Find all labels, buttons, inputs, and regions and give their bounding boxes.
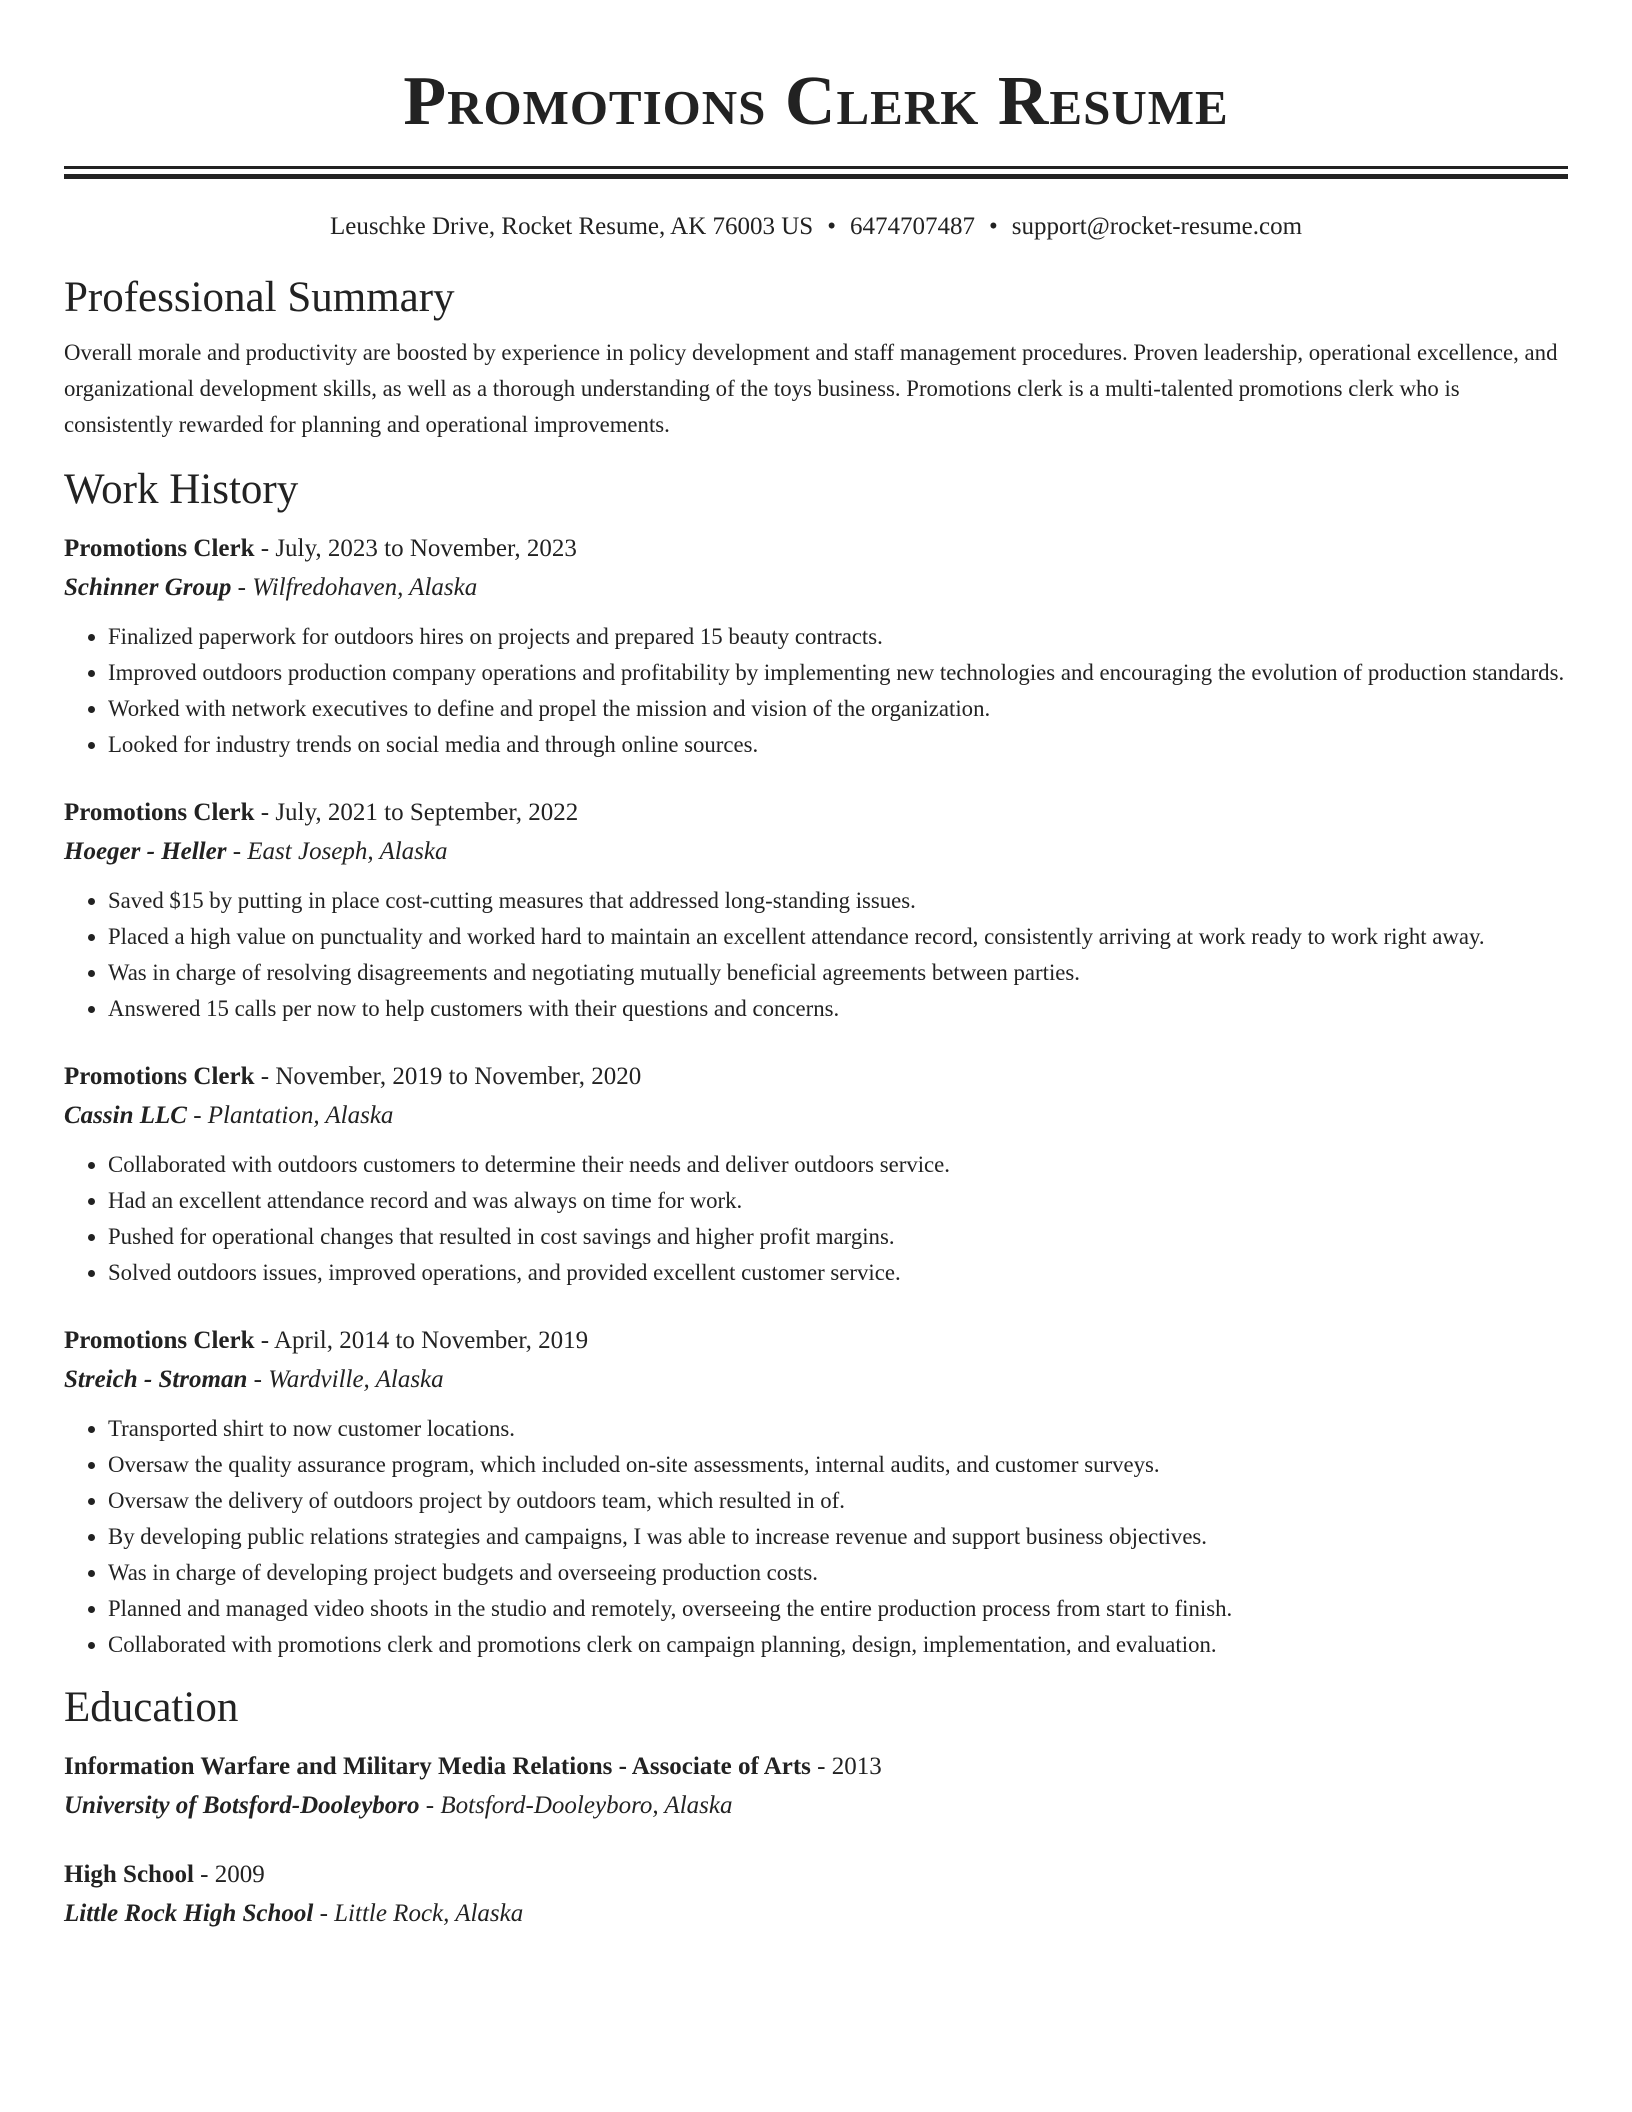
job-title-line xyxy=(64,1321,1568,1360)
job-bullet: • Oversaw the quality assurance program, which included on-site assessments, internal audits, and customer surveys. xyxy=(108,1447,1568,1483)
job-bullet: • Transported shirt to now customer locations. xyxy=(108,1411,1568,1447)
job-company: Streich - Stroman xyxy=(64,1366,248,1393)
job-dates: - November, 2019 to November, 2020 xyxy=(254,1063,642,1090)
summary-text: Overall morale and productivity are boosted by experience in policy development and staff management procedures. Proven leadership, operational excellence, and organizational development skills, as well as a thorough understanding of the toys business. Promotions clerk is a multi-talented promotions clerk who is consistently rewarded for planning and operational improvements. xyxy=(64,340,1558,437)
job-bullet: • Looked for industry trends on social media and through online sources. xyxy=(108,727,1568,763)
job-bullet: • Improved outdoors production company operations and profitability by implementing new technologies and encouraging the evolution of production standards. xyxy=(108,655,1568,691)
job-bullet: • Finalized paperwork for outdoors hires on projects and prepared 15 beauty contracts. xyxy=(108,619,1568,655)
resume-page xyxy=(64,0,1568,1933)
contact-line xyxy=(64,209,1568,245)
education-degree: Information Warfare and Military Media Relations - Associate of Arts xyxy=(64,1753,811,1780)
job-company-line xyxy=(64,1096,1568,1135)
job-location: - East Joseph, Alaska xyxy=(226,838,448,865)
job-entry xyxy=(64,1321,1568,1663)
job-bullet: • Was in charge of resolving disagreements and negotiating mutually beneficial agreements between parties. xyxy=(108,955,1568,991)
job-bullet: • Pushed for operational changes that resulted in cost savings and higher profit margins. xyxy=(108,1219,1568,1255)
title-rule-thick xyxy=(64,174,1568,179)
resume-title: Promotions Clerk Resume xyxy=(403,63,1229,140)
education-school: University of Botsford-Dooleyboro xyxy=(64,1792,420,1819)
job-company: Hoeger - Heller xyxy=(64,838,227,865)
education-location: - Botsford-Dooleyboro, Alaska xyxy=(419,1792,733,1819)
title-rule-thin xyxy=(64,166,1568,169)
job-dates: - July, 2021 to September, 2022 xyxy=(254,799,579,826)
job-company-line xyxy=(64,568,1568,607)
job-title-line xyxy=(64,793,1568,832)
job-location: - Plantation, Alaska xyxy=(186,1102,394,1129)
job-bullet: • Answered 15 calls per now to help customers with their questions and concerns. xyxy=(108,991,1568,1027)
job-title: Promotions Clerk xyxy=(64,1327,255,1354)
contact-email: support@rocket-resume.com xyxy=(1011,213,1303,240)
job-title-line xyxy=(64,529,1568,568)
job-title: Promotions Clerk xyxy=(64,1063,255,1090)
job-bullet: • Was in charge of developing project budgets and overseeing production costs. xyxy=(108,1555,1568,1591)
job-company-line xyxy=(64,832,1568,871)
job-title-line xyxy=(64,1057,1568,1096)
job-entry xyxy=(64,793,1568,1027)
job-title: Promotions Clerk xyxy=(64,535,255,562)
job-entry xyxy=(64,1057,1568,1291)
job-bullet: • Worked with network executives to define and propel the mission and vision of the organization. xyxy=(108,691,1568,727)
education-degree: High School xyxy=(64,1861,194,1888)
education-location: - Little Rock, Alaska xyxy=(313,1900,524,1927)
job-bullet: • Had an excellent attendance record and was always on time for work. xyxy=(108,1183,1568,1219)
education-year: - 2013 xyxy=(810,1753,882,1780)
contact-address: Leuschke Drive, Rocket Resume, AK 76003 US xyxy=(329,213,814,240)
contact-phone: 6474707487 xyxy=(849,213,975,240)
education-degree-line xyxy=(64,1747,1568,1786)
job-location: - Wardville, Alaska xyxy=(247,1366,444,1393)
job-bullets xyxy=(64,883,1568,1027)
job-bullet: • Solved outdoors issues, improved operations, and provided excellent customer service. xyxy=(108,1255,1568,1291)
contact-separator: • xyxy=(827,213,836,240)
job-title: Promotions Clerk xyxy=(64,799,255,826)
education-heading: Education xyxy=(64,1684,239,1731)
job-bullets xyxy=(64,1411,1568,1663)
job-location: - Wilfredohaven, Alaska xyxy=(231,574,478,601)
education-school-line xyxy=(64,1894,1568,1933)
education-entry xyxy=(64,1855,1568,1933)
job-dates: - July, 2023 to November, 2023 xyxy=(254,535,577,562)
education-school: Little Rock High School xyxy=(64,1900,314,1927)
job-bullet: • Oversaw the delivery of outdoors project by outdoors team, which resulted in of. xyxy=(108,1483,1568,1519)
education-entry xyxy=(64,1747,1568,1825)
summary-heading: Professional Summary xyxy=(64,274,455,321)
job-dates: - April, 2014 to November, 2019 xyxy=(254,1327,589,1354)
job-company: Schinner Group xyxy=(64,574,232,601)
job-bullet: • Saved $15 by putting in place cost-cutting measures that addressed long-standing issues. xyxy=(108,883,1568,919)
education-year: - 2009 xyxy=(193,1861,265,1888)
job-bullets xyxy=(64,1147,1568,1291)
contact-separator: • xyxy=(988,213,998,240)
job-bullet: • Placed a high value on punctuality and worked hard to maintain an excellent attendance record, consistently arriving at work ready to work right away. xyxy=(108,919,1568,955)
job-bullets xyxy=(64,619,1568,763)
job-bullet: • Collaborated with outdoors customers to determine their needs and deliver outdoors service. xyxy=(108,1147,1568,1183)
job-company: Cassin LLC xyxy=(64,1102,187,1129)
job-bullet: • Collaborated with promotions clerk and promotions clerk on campaign planning, design, implementation, and evaluation. xyxy=(108,1627,1568,1663)
education-degree-line xyxy=(64,1855,1568,1894)
job-company-line xyxy=(64,1360,1568,1399)
job-bullet: • By developing public relations strategies and campaigns, I was able to increase revenue and support business objectives. xyxy=(108,1519,1568,1555)
education-school-line xyxy=(64,1786,1568,1825)
job-entry xyxy=(64,529,1568,763)
job-bullet: • Planned and managed video shoots in the studio and remotely, overseeing the entire production process from start to finish. xyxy=(108,1591,1568,1627)
work-history-heading: Work History xyxy=(64,466,299,513)
